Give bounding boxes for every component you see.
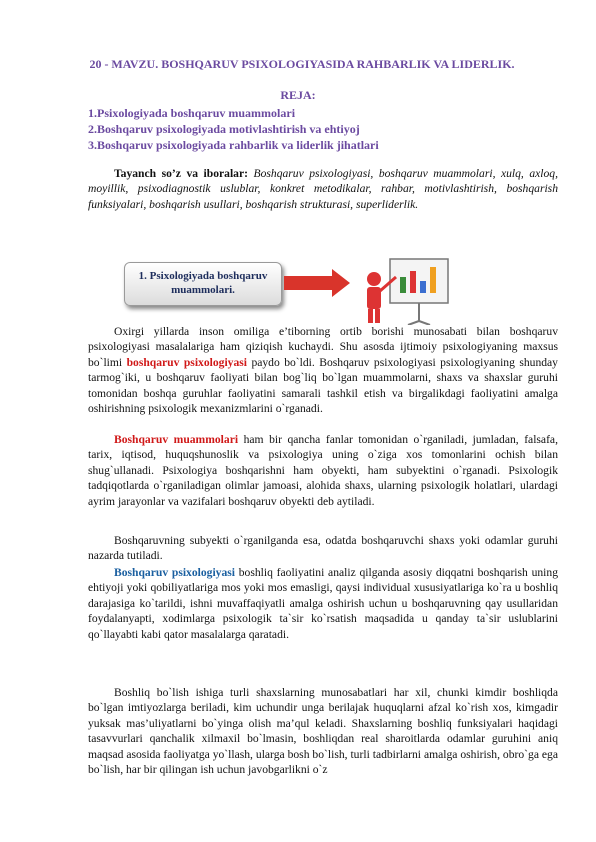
paragraph-5: Boshliq bo`lish ishiga turli shaxslarning munosabatlari har xil, chunki kimdir boshliqda bo`lgan imtiyozlarga beriladi, kim uchundir unga berilajak huquqlarni afzal ko`rish xos, kimgadir yuksak mas’uliyatlarni bo`yinga olish ma’qul keladi. Shaxslarning boshliq funksiyalari haqidagi tasavvurlari qanchalik xilmaxil bo`lmasin, boshliqdan real sharoitlarda odamlar guruhini aniq maqsad asosida faoliyatga yo`llash, ularga bosh bo`lish, turli tadbirlarni amalga oshirish, obro`ga ega bo`lish, har bir qilingan ish uchun javobgarlikni o`z <box>88 686 558 777</box>
paragraph-1: Oxirgi yillarda inson omiliga e’tiborning ortib borishi munosabati bilan boshqaruv psixologiyasi masalalariga ham qiziqish kuchaydi. Shu asosda ijtimoiy psixologiyaning maxsus bo`limi boshqaruv psixologiyasi paydo bo`ldi. Boshqaruv psixologiyasi psixologiyaning shunday tarmog`iki, u boshqaruv faoliyati bilan bog`liq bo`lgan muammolarni, shaxs va shaxslar guruhi tomonidan boshqa guruhlar faoliyatini samarali tashkil etish va birgalikdagi faoliyatini amalga oshirishning psixologik mexanizmlarini o`rganadi. <box>88 325 558 416</box>
plan-item-1: 1.Psixologiyada boshqaruv muammolari <box>88 106 296 120</box>
highlight-term: boshqaruv psixologiyasi <box>126 355 247 369</box>
highlight-term: Boshqaruv psixologiyasi <box>114 566 236 579</box>
plan-item-3: 3.Boshqaruv psixologiyada rahbarlik va liderlik jihatlari <box>88 138 379 152</box>
paragraph-3: Boshqaruvning subyekti o`rganilganda esa, odatda boshqaruvchi shaxs yoki odamlar guruhi nazarda tutiladi. <box>88 534 558 563</box>
plan-item-2: 2.Boshqaruv psixologiyada motivlashtirish va ehtiyoj <box>88 122 360 136</box>
keywords-label: Tayanch so’z va iboralar: <box>114 167 248 180</box>
paragraph-4: Boshqaruv psixologiyasi boshliq faoliyatini analiz qilganda asosiy diqqatni boshqarish uning ehtiyoji yoki qobiliyatlariga mos yoki mos emasligi, qaysi individual xususiyatlariga ko`ra u boshliq darajasiga ko`tarildi, ishni muvaffaqiyatli amalga oshirish uchun u boshqaruvning qay usullaridan foydalanyapti, xodimlarga psixologik ta`sir ko`rsatish maqsadida u qanday ta`sir uslublarini qo`llayabti kabi qator masalalarga qaratadi. <box>88 566 558 641</box>
paragraph-2: Boshqaruv muammolari ham bir qancha fanlar tomonidan o`rganiladi, jumladan, falsafa, tarix, iqtisod, huquqshunoslik va psixologiya uning o`ziga xos tomonlarini ochish bilan shug`ullanadi. Psixologiya boshqarishni ham obyekti, ham subyektini o`rganadi. Psixologik tadqiqotlarda o`rganiladigan olimlar jamoasi, alohida shaxs, ularning psixologik holatlari, ulardagi ayrim jarayonlar va vazifalari boshqaruv obyekti deb aytiladi. <box>88 433 558 508</box>
arrow-right-icon <box>284 268 354 298</box>
keywords-paragraph <box>88 166 558 212</box>
keywords-text: Boshqaruv psixologiyasi, boshqaruv muammolari, xulq, axloq, moyillik, psixodiagnostik uslublar, konkret metodikalar, rahbar, motivlashtirish, boshqarish funksiyalari, boshqarish usullari, boshqarish strukturasi, superliderlik. <box>88 167 558 211</box>
section-banner <box>124 262 282 306</box>
section-banner-text: 1. Psixologiyada boshqaruv muammolari. <box>138 270 268 296</box>
highlight-term: Boshqaruv muammolari <box>114 433 239 446</box>
plan-heading: REJA: <box>280 88 316 102</box>
page-title: 20 - MAVZU. BOSHQARUV PSIXOLOGIYASIDA RAHBARLIK VA LIDERLIK. <box>89 57 515 71</box>
presenter-figure-icon <box>360 255 456 325</box>
